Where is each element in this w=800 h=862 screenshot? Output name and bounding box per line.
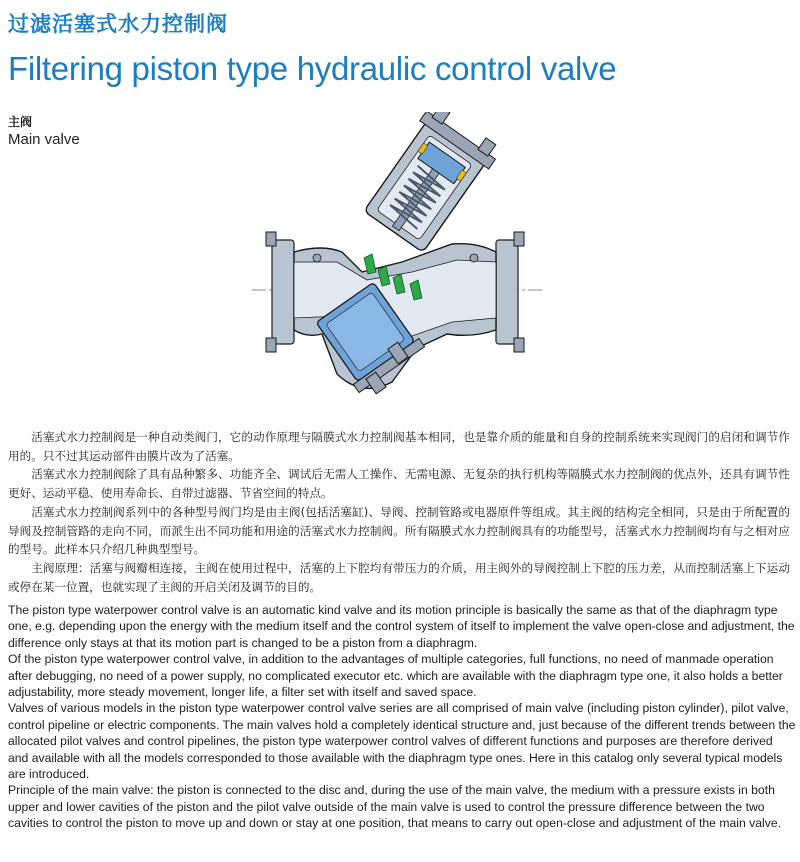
- page-title-chinese: 过滤活塞式水力控制阀: [8, 12, 228, 36]
- english-paragraph: Of the piston type waterpower control valve, in addition to the advantages of multiple categories, full functions, no need of manmade operation after debugging, no need of a power supply, no complicated executor etc. which are available with the diaphragm type one, it also holds a better adjustability, more steady movement, longer life, a filter set with itself and saved space.: [8, 652, 783, 700]
- chinese-description: [8, 428, 790, 596]
- english-paragraph: Principle of the main valve: the piston is connected to the disc and, during the use of the main valve, the medium with a pressure exists in both upper and lower cavities of the piston and the pilot valve outside of the main valve is used to control the pressure difference between the two cavities to control the piston to move up and down or stay at one position, that means to carry out open-close and adjustment of the main valve.: [8, 783, 781, 831]
- valve-cross-section-illustration: [252, 112, 542, 412]
- section-label-english: Main valve: [8, 131, 80, 148]
- english-paragraph: The piston type waterpower control valve is an automatic kind valve and its motion principle is basically the same as that of the diaphragm type one, e.g. depending upon the energy with the medium itself and the control system of itself to implement the valve open-close and adjustment, the difference only stays at that its motion part is changed to be a piston from a diaphragm.: [8, 603, 795, 650]
- chinese-paragraph: 活塞式水力控制阀系列中的各种型号阀门均是由主阀(包括活塞缸)、导阀、控制管路或电器原件等组成。其主阀的结构完全相同，只是由于所配置的导阀及控制管路的走向不同，而派生出不同功能和用途的活塞式水力控制阀。所有隔膜式水力控制阀具有的功能型号，活塞式水力控制阀均有与之相对应的型号。此样本只介绍几种典型型号。: [8, 504, 790, 557]
- valve-drawing-icon: [252, 112, 542, 412]
- section-label-chinese: 主阀: [8, 115, 33, 129]
- page-title-english: Filtering piston type hydraulic control valve: [8, 50, 617, 87]
- english-paragraph: Valves of various models in the piston type waterpower control valve series are all comprised of main valve (including piston cylinder), pilot valve, control pipeline or electric components. The main valves hold a completely identical structure and, just because of the different trends between the allocated pilot valves and control pipelines, the piston type waterpower control valves of different functions and purposes are therefore derived and available with all the models corresponded to those available with the diaphragm type ones. Here in this catalog only several typical models are introduced.: [8, 701, 796, 782]
- chinese-paragraph: 主阀原理：活塞与阀瓣相连接，主阀在使用过程中，活塞的上下腔均有带压力的介质，用主阀外的导阀控制上下腔的压力差，从而控制活塞上下运动或停在某一位置，也就实现了主阀的开启关闭及调节的目的。: [8, 560, 790, 594]
- chinese-paragraph: 活塞式水力控制阀除了具有品种繁多、功能齐全、调试后无需人工操作、无需电源、无复杂的执行机构等隔膜式水力控制阀的优点外，还具有调节性更好、运动平稳、使用寿命长、自带过滤器、节省空间的特点。: [8, 467, 790, 501]
- english-description: [8, 602, 796, 832]
- chinese-paragraph: 活塞式水力控制阀是一种自动类阀门，它的动作原理与隔膜式水力控制阀基本相同，也是靠介质的能量和自身的控制系统来实现阀门的启闭和调节作用的。只不过其运动部件由膜片改为了活塞。: [8, 430, 790, 463]
